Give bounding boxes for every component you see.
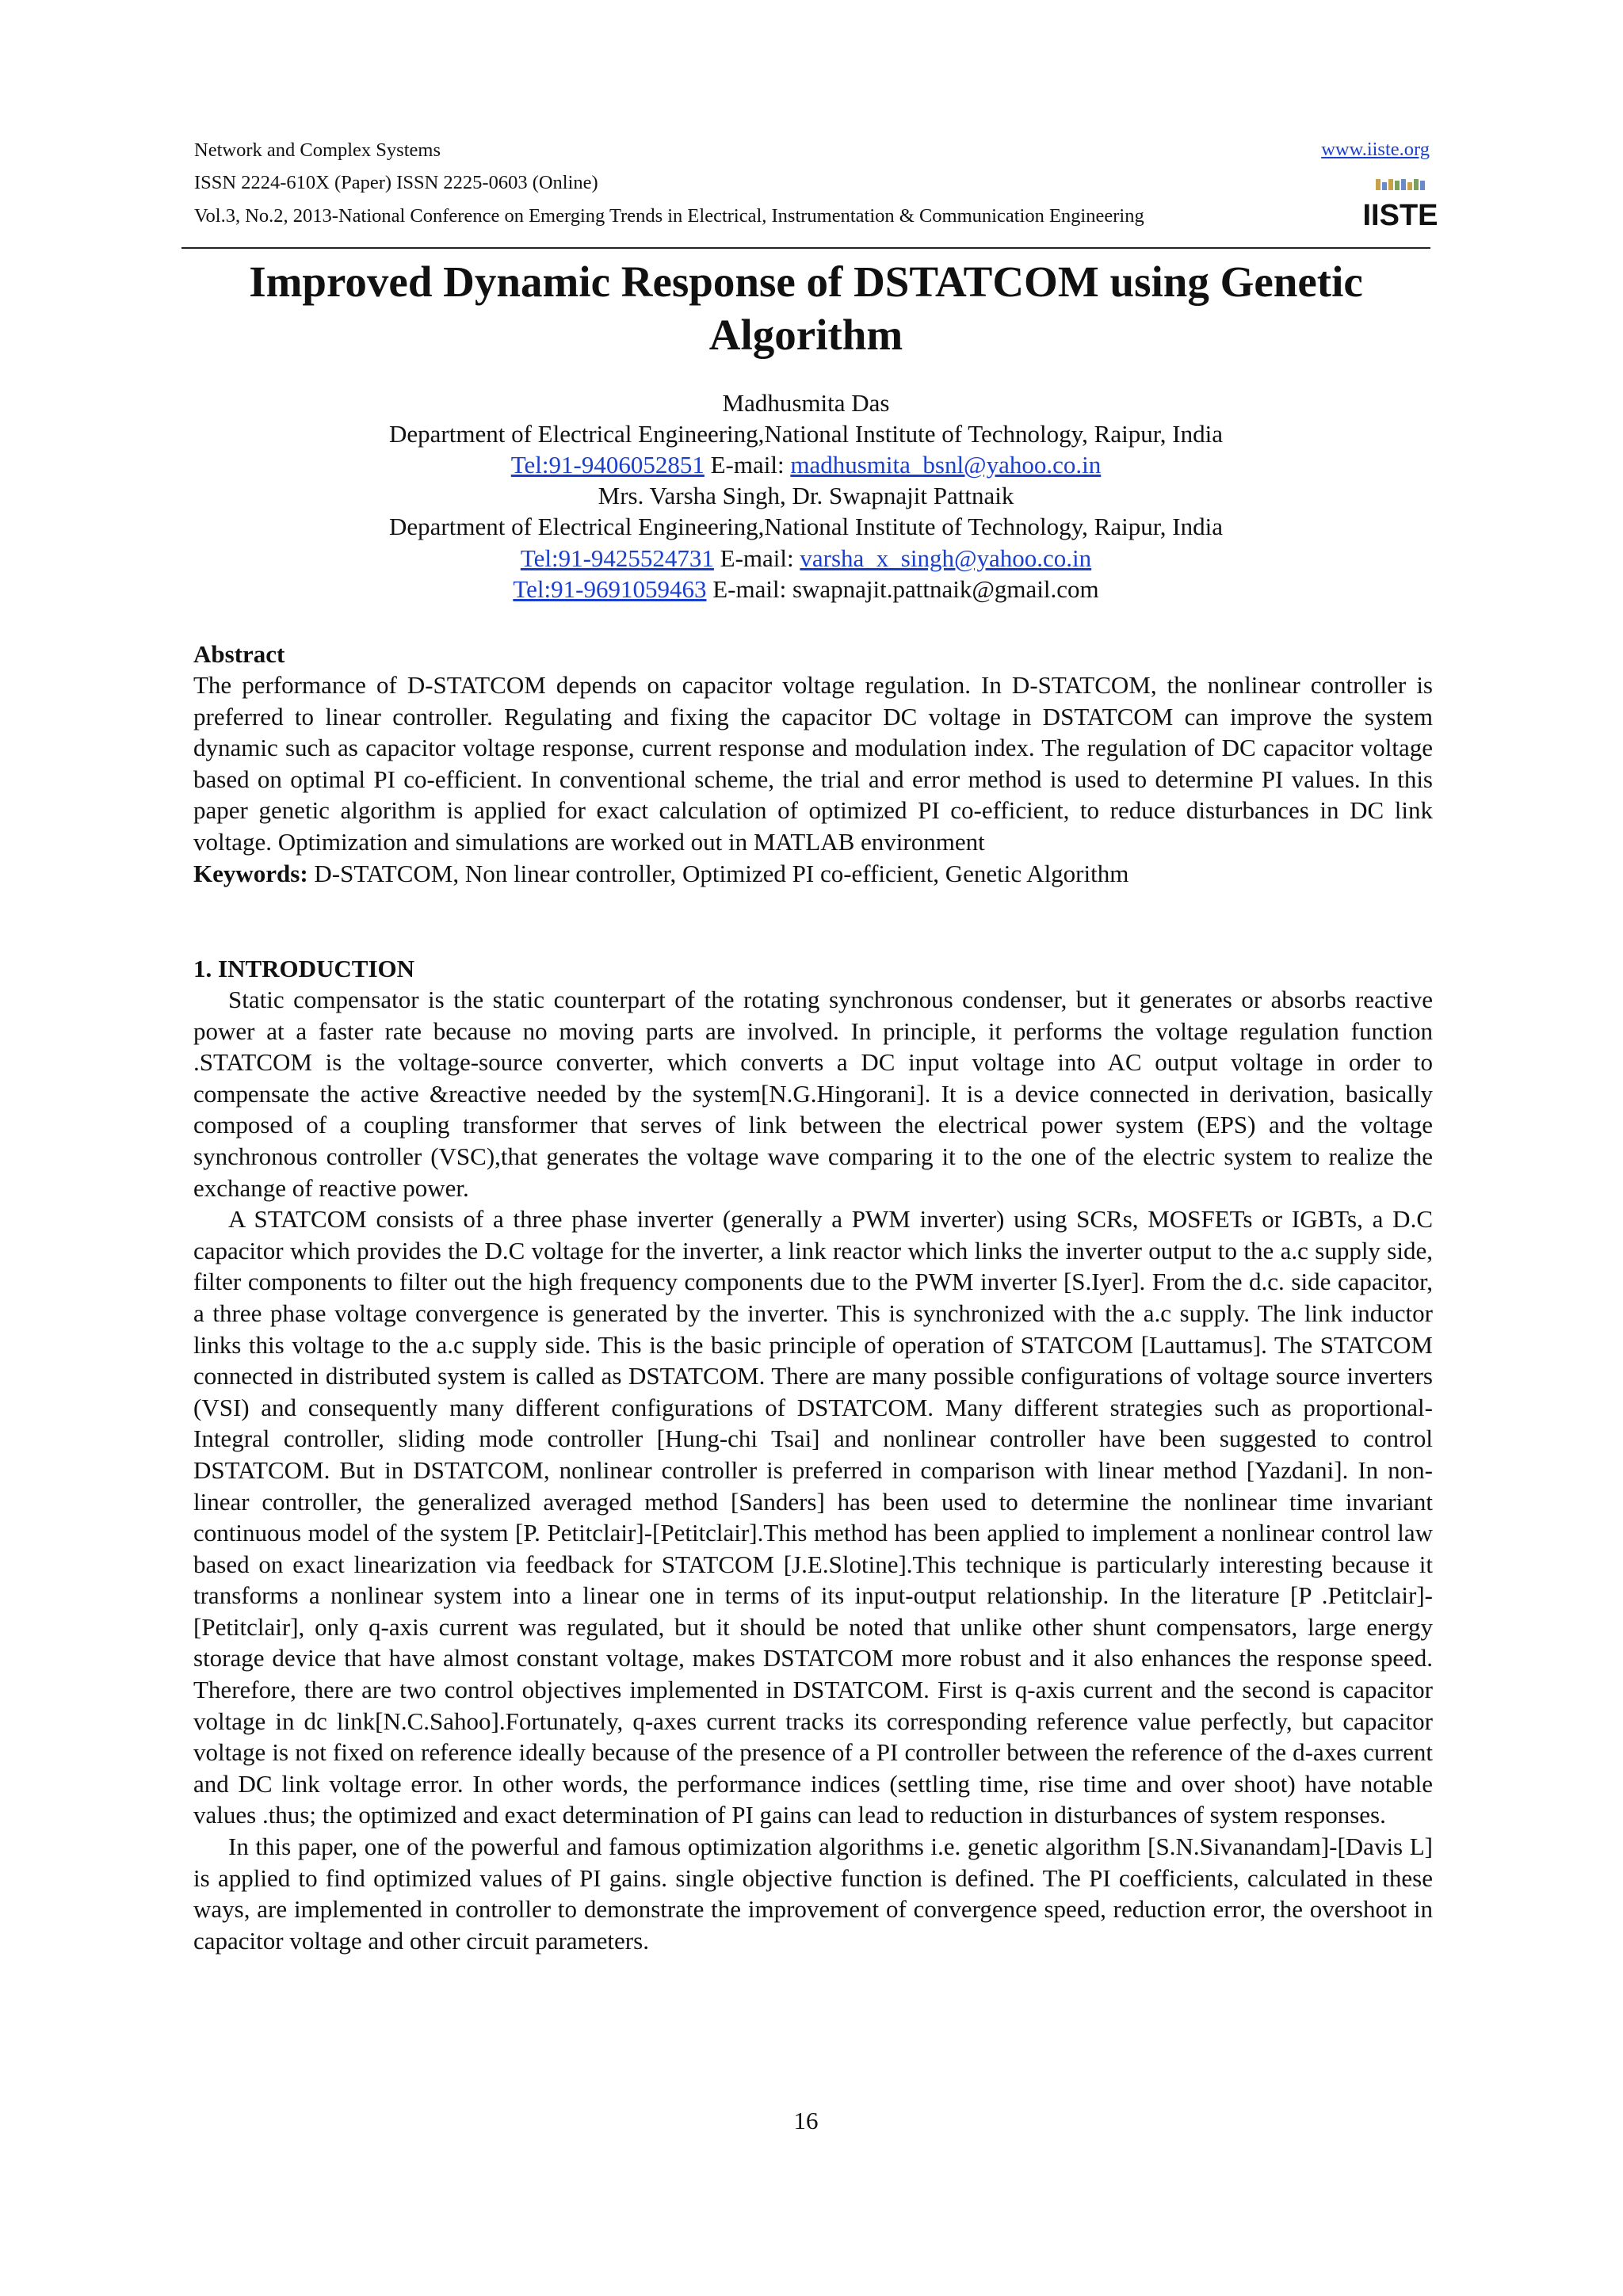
contact-line-3	[181, 574, 1430, 605]
contact-line-1	[181, 450, 1430, 480]
affiliation-2: Department of Electrical Engineering,National Institute of Technology, Raipur, India	[389, 513, 1223, 540]
keywords-label: Keywords:	[193, 859, 308, 887]
email-text-3: E-mail: swapnajit.pattnaik@gmail.com	[706, 575, 1099, 603]
abstract-heading: Abstract	[193, 640, 285, 668]
intro-heading: 1. INTRODUCTION	[193, 955, 415, 982]
intro-paragraph-1: Static compensator is the static counterpart of the rotating synchronous condenser, but it generates or absorbs reactive power at a faster rate because no moving parts are involved. In principle, it performs the voltage regulation function .STATCOM is the voltage-source converter, which converts a DC input voltage into AC output voltage in order to compensate the active &reactive needed by the system[N.G.Hingorani]. It is a device connected in derivation, basically composed of a coupling transformer that serves of link between the electrical power system (EPS) and the voltage synchronous controller (VSC),that generates the voltage wave comparing it to the one of the electric system to realize the exchange of reactive power.	[193, 986, 1433, 1202]
keywords-line	[193, 858, 1433, 890]
email-link-1[interactable]: madhusmita_bsnl@yahoo.co.in	[790, 451, 1102, 479]
tel-link-2[interactable]: Tel:91-9425524731	[520, 544, 714, 572]
tel-link-1[interactable]: Tel:91-9406052851	[510, 451, 705, 479]
issn-line: ISSN 2224-610X (Paper) ISSN 2225-0603 (Online)	[194, 172, 598, 193]
volume-line: Vol.3, No.2, 2013-National Conference on Emerging Trends in Electrical, Instrumentation & Communication Engineering	[194, 205, 1144, 227]
email-label: E-mail:	[704, 451, 791, 479]
journal-name: Network and Complex Systems	[194, 139, 441, 161]
abstract-body	[193, 669, 1433, 889]
contact-line-2	[181, 543, 1430, 574]
author-1: Madhusmita Das	[722, 389, 890, 417]
affiliation-1: Department of Electrical Engineering,National Institute of Technology, Raipur, India	[389, 420, 1223, 448]
abstract-text: The performance of D-STATCOM depends on capacitor voltage regulation. In D-STATCOM, the nonlinear controller is preferred to linear controller. Regulating and fixing the capacitor DC voltage in DSTATCOM can improve the system dynamic such as capacitor voltage response, current response and modulation index. The regulation of DC capacitor voltage based on optimal PI co-efficient. In conventional scheme, the trial and error method is used to determine PI values. In this paper genetic algorithm is applied for exact calculation of optimized PI co-efficient, to reduce disturbances in DC link voltage. Optimization and simulations are worked out in MATLAB environment	[193, 671, 1433, 856]
tel-link-3[interactable]: Tel:91-9691059463	[513, 575, 707, 603]
email-link-2[interactable]: varsha_x_singh@yahoo.co.in	[800, 544, 1092, 572]
author-2: Mrs. Varsha Singh, Dr. Swapnajit Pattnaik	[598, 482, 1014, 509]
intro-body	[193, 984, 1433, 1956]
email-label: E-mail:	[713, 544, 800, 572]
journal-website-link[interactable]: www.iiste.org	[1321, 139, 1430, 160]
svg-text:IISTE: IISTE	[1362, 199, 1438, 232]
page-number: 16	[793, 2107, 819, 2134]
header-rule	[181, 247, 1430, 249]
keywords-text: D-STATCOM, Non linear controller, Optimized PI co-efficient, Genetic Algorithm	[307, 859, 1129, 887]
paper-title: Improved Dynamic Response of DSTATCOM using Genetic Algorithm	[249, 257, 1363, 359]
intro-paragraph-3: In this paper, one of the powerful and famous optimization algorithms i.e. genetic algorithm [S.N.Sivanandam]-[Davis L] is applied to find optimized values of PI gains. single objective function is defined. The PI coefficients, calculated in these ways, are implemented in controller to demonstrate the improvement of convergence speed, reduction error, the overshoot in capacitor voltage and other circuit parameters.	[193, 1833, 1433, 1955]
iiste-logo	[1362, 177, 1438, 232]
intro-paragraph-2: A STATCOM consists of a three phase inverter (generally a PWM inverter) using SCRs, MOSFETs or IGBTs, a D.C capacitor which provides the D.C voltage for the inverter, a link reactor which links the inverter output to the a.c supply side, filter components to filter out the high frequency components due to the PWM inverter [S.Iyer]. From the d.c. side capacitor, a three phase voltage convergence is generated by the inverter. This is synchronized with the a.c supply. The link inductor links this voltage to the a.c supply side. This is the basic principle of operation of STATCOM [Lauttamus]. The STATCOM connected in distributed system is called as DSTATCOM. There are many possible configurations of voltage source inverters (VSI) and consequently many different configurations of DSTATCOM. Many different strategies such as proportional-Integral controller, sliding mode controller [Hung-chi Tsai] and nonlinear controller have been suggested to control DSTATCOM. But in DSTATCOM, nonlinear controller is preferred in comparison with linear method [Yazdani]. In non-linear controller, the generalized averaged method [Sanders] has been used to determine the nonlinear time invariant continuous model of the system [P. Petitclair]-[Petitclair].This method has been applied to implement a nonlinear control law based on exact linearization via feedback for STATCOM [J.E.Slotine].This technique is particularly interesting because it transforms a nonlinear system into a linear one in terms of its input-output relationship. In the literature [P .Petitclair]-[Petitclair], only q-axis current was regulated, but it should be noted that unlike other shunt compensators, large energy storage device that have almost constant voltage, makes DSTATCOM more robust and it also enhances the response speed. Therefore, there are two control objectives implemented in DSTATCOM. First is q-axis current and the second is capacitor voltage in dc link[N.C.Sahoo].Fortunately, q-axes current tracks its corresponding reference value perfectly, but capacitor voltage is not fixed on reference ideally because of the presence of a PI controller between the reference of the d-axes current and DC link voltage error. In other words, the performance indices (settling time, rise time and over shoot) have notable values .thus; the optimized and exact determination of PI gains can lead to reduction in disturbances of system responses.	[193, 1205, 1433, 1829]
